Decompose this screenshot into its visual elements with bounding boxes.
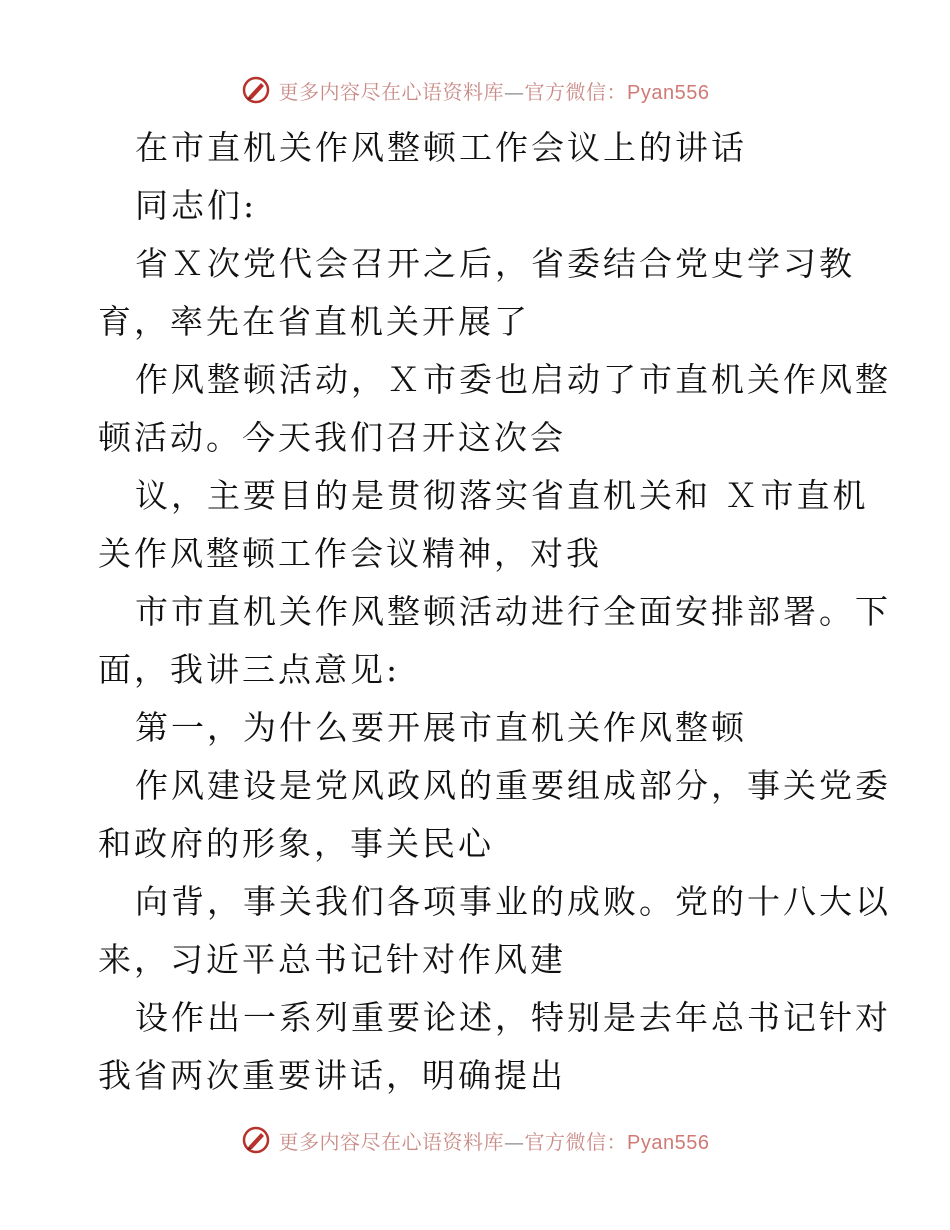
text-line: 省Ｘ次党代会召开之后，省委结合党史学习教 <box>135 244 855 283</box>
text-line: 面，我讲三点意见: <box>98 650 401 689</box>
text-line: 和政府的形象，事关民心 <box>98 824 494 863</box>
text-line: 关作风整顿工作会议精神，对我 <box>98 534 602 573</box>
text-line: 作风建设是党风政风的重要组成部分，事关党委 <box>135 766 891 805</box>
text-line: 作风整顿活动，Ｘ市委也启动了市直机关作风整 <box>135 360 891 399</box>
pen-logo-icon <box>241 1125 271 1155</box>
watermark-main: 更多内容尽在心语资料库 <box>278 1129 505 1154</box>
watermark-text <box>279 76 710 105</box>
section-heading: 第一，为什么要开展市直机关作风整顿 <box>135 708 747 747</box>
speech-title: 在市直机关作风整顿工作会议上的讲话 <box>135 128 747 167</box>
text-line: 我省两次重要讲话，明确提出 <box>98 1056 566 1095</box>
text-line: 向背，事关我们各项事业的成败。党的十八大以 <box>135 882 891 921</box>
text-line: 市市直机关作风整顿活动进行全面安排部署。下 <box>135 592 891 631</box>
watermark-footer <box>0 1120 950 1160</box>
pen-logo-icon <box>241 75 271 105</box>
watermark-official: 官方微信： <box>524 1129 628 1154</box>
watermark-separator: — <box>504 79 525 104</box>
text-line: 顿活动。今天我们召开这次会 <box>98 418 566 457</box>
text-line: 育，率先在省直机关开展了 <box>98 302 530 341</box>
text-line: 来，习近平总书记针对作风建 <box>98 940 566 979</box>
salutation: 同志们: <box>135 186 258 225</box>
watermark-separator: — <box>504 1129 525 1154</box>
text-line: 设作出一系列重要论述，特别是去年总书记针对 <box>135 998 891 1037</box>
watermark-wechat-id: Pyan556 <box>627 81 710 104</box>
watermark-header <box>0 70 950 110</box>
watermark-text <box>279 1126 710 1155</box>
watermark-wechat-id: Pyan556 <box>627 1131 710 1154</box>
watermark-official: 官方微信： <box>524 79 628 104</box>
text-line: 议，主要目的是贯彻落实省直机关和 Ｘ市直机 <box>135 476 869 515</box>
watermark-main: 更多内容尽在心语资料库 <box>278 79 505 104</box>
